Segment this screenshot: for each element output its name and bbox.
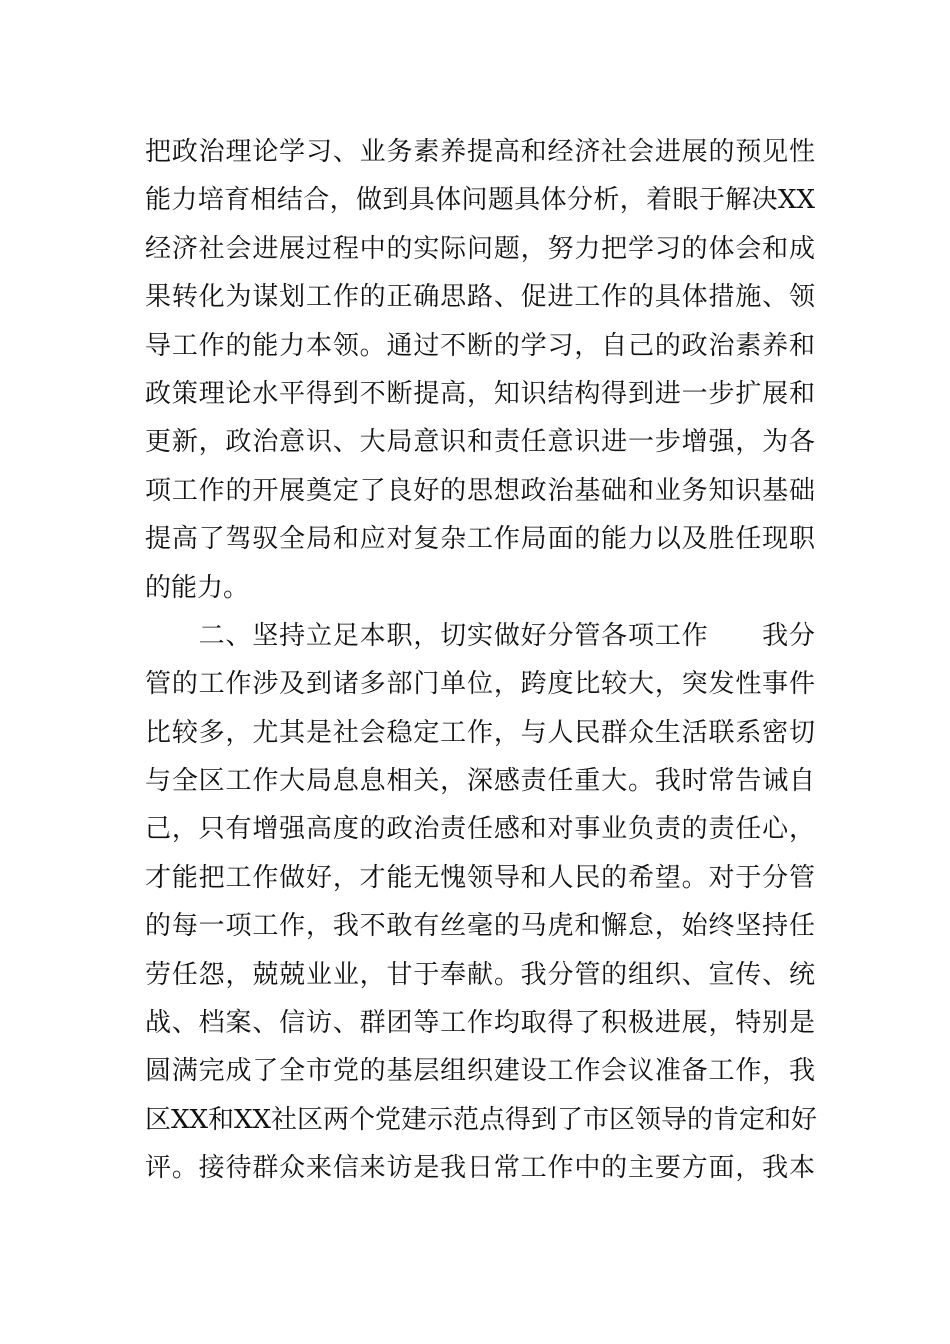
text-line: 项工作的开展奠定了良好的思想政治基础和业务知识基础 — [145, 475, 815, 506]
text-line: 圆满完成了全市党的基层组织建设工作会议准备工作，我 — [145, 1056, 815, 1087]
text-line: 区XX和XX社区两个党建示范点得到了市区领导的肯定和好 — [145, 1104, 818, 1135]
text-line: 评。接待群众来信来访是我日常工作中的主要方面，我本 — [145, 1153, 815, 1184]
text-line: 比较多，尤其是社会稳定工作，与人民群众生活联系密切 — [145, 717, 815, 748]
text-line: 战、档案、信访、群团等工作均取得了积极进展，特别是 — [145, 1008, 815, 1039]
text-line: 果转化为谋划工作的正确思路、促进工作的具体措施、领 — [145, 282, 815, 313]
text-line: 己，只有增强高度的政治责任感和对事业负责的责任心， — [145, 814, 815, 845]
text-line: 的每一项工作，我不敢有丝毫的马虎和懈怠，始终坚持任 — [145, 911, 815, 942]
text-line: 才能把工作做好，才能无愧领导和人民的希望。对于分管 — [145, 862, 815, 893]
text-line: 的能力。 — [145, 572, 250, 603]
text-line: 提高了驾驭全局和应对复杂工作局面的能力以及胜任现职 — [145, 524, 815, 555]
text-line: 管的工作涉及到诸多部门单位，跨度比较大，突发性事件 — [145, 669, 815, 700]
document-body — [145, 128, 818, 1193]
text-line: 能力培育相结合，做到具体问题具体分析，着眼于解决XX — [145, 185, 815, 216]
text-line: 导工作的能力本领。通过不断的学习，自己的政治素养和 — [145, 330, 815, 361]
text-line: 与全区工作大局息息相关，深感责任重大。我时常告诫自 — [145, 766, 815, 797]
text-line: 把政治理论学习、业务素养提高和经济社会进展的预见性 — [145, 137, 815, 167]
text-line: 更新，政治意识、大局意识和责任意识进一步增强，为各 — [145, 427, 815, 458]
text-line: 经济社会进展过程中的实际问题，努力把学习的体会和成 — [145, 233, 815, 264]
text-line: 劳任怨，兢兢业业，甘于奉献。我分管的组织、宣传、统 — [145, 959, 815, 990]
section-heading-line: 二、坚持立足本职，切实做好分管各项工作 我分 — [145, 620, 815, 651]
text-line: 政策理论水平得到不断提高，知识结构得到进一步扩展和 — [145, 378, 815, 409]
